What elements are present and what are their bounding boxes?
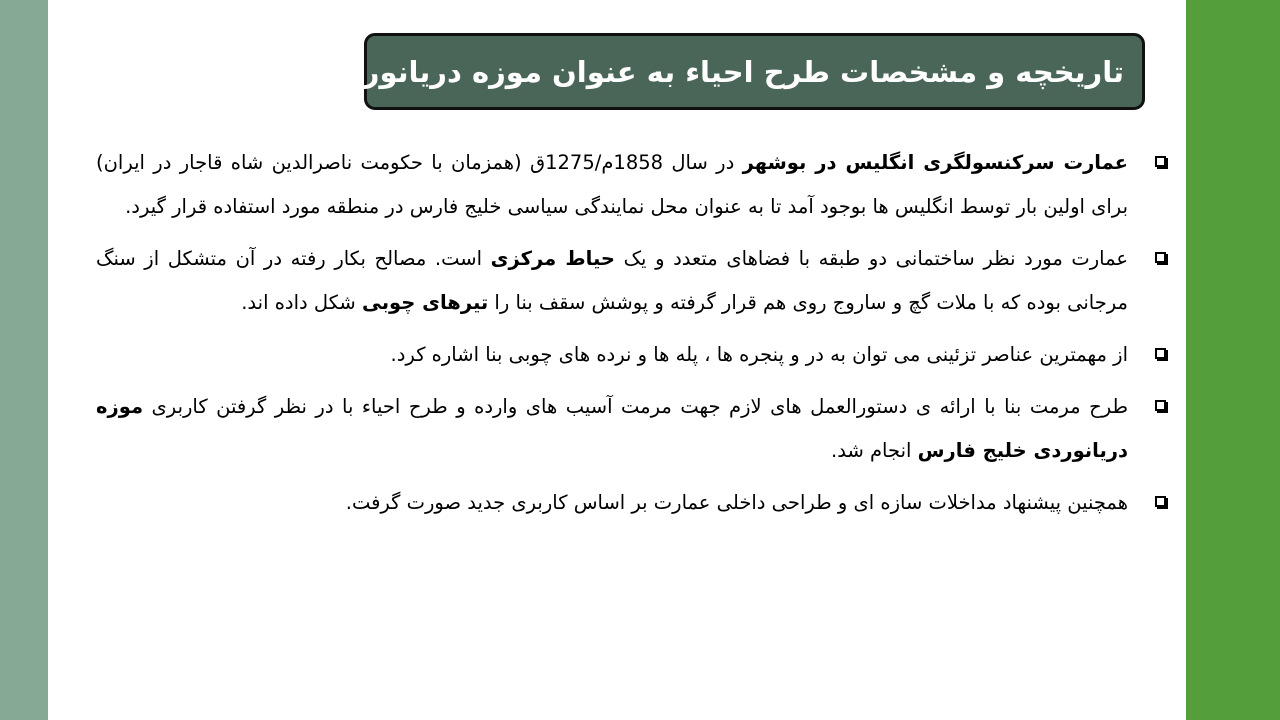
checkbox-square-icon (1155, 400, 1166, 411)
bold-text: حیاط مرکزی (490, 247, 615, 270)
body-text: انجام شد. (831, 439, 918, 462)
checkbox-square-icon (1155, 156, 1166, 167)
left-accent-bar (0, 0, 48, 720)
body-text: همچنین پیشنهاد مداخلات سازه ای و طراحی داخلی عمارت بر اساس کاربری جدید صورت گرفت. (345, 491, 1128, 514)
bold-text: موزه دریانوردی خلیج فارس (96, 395, 1128, 462)
body-text: از مهمترین عناصر تزئینی می توان به در و پنجره ها ، پله ها و نرده های چوبی بنا اشاره کرد. (390, 343, 1128, 366)
checkbox-square-icon (1155, 252, 1166, 263)
body-text: در سال 1858م/1275ق (همزمان با حکومت ناصرالدین شاه قاجار در ایران) برای اولین بار توسط انگلیس ها بوجود آمد تا به عنوان محل نمایندگی سیاسی خلیج فارس در منطقه مورد استفاده قرار گیرد. (96, 151, 1128, 218)
slide-title-box (321, 33, 1145, 110)
bullet-item (96, 237, 1166, 325)
checkbox-square-icon (1155, 496, 1166, 507)
bullet-item (96, 385, 1166, 473)
body-text: شکل داده اند. (241, 291, 362, 314)
checkbox-square-icon (1155, 348, 1166, 359)
bullet-item (96, 333, 1166, 377)
bold-text: تیرهای چوبی (361, 291, 489, 314)
right-accent-bar (1186, 0, 1280, 720)
bold-text: عمارت سرکنسولگری انگلیس در بوشهر (742, 151, 1129, 174)
body-text: طرح مرمت بنا با ارائه ی دستورالعمل های لازم جهت مرمت آسیب های وارده و طرح احیاء با در نظر گرفتن کاربری (143, 395, 1128, 418)
bullet-item (96, 481, 1166, 525)
slide-title: تاریخچه و مشخصات طرح احیاء به عنوان موزه دریانوردی (321, 54, 1124, 89)
bullet-item (96, 141, 1166, 229)
slide-content (96, 141, 1166, 533)
body-text: است. مصالح بکار رفته در آن متشکل از سنگ مرجانی بوده که با ملات گچ و ساروج روی هم قرار گرفته و پوشش سقف بنا را (96, 247, 1128, 314)
body-text: عمارت مورد نظر ساختمانی دو طبقه با فضاهای متعدد و یک (614, 247, 1128, 270)
